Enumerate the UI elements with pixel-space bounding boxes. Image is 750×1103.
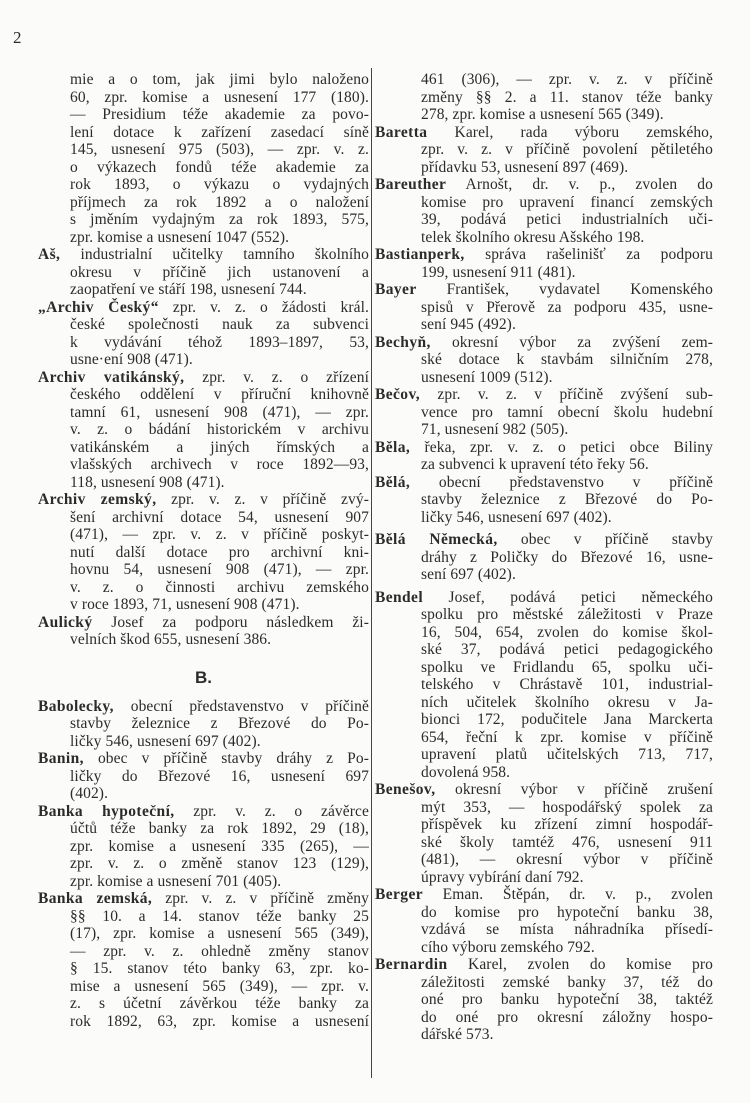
entry-text: velních škod 655, usnesení 386. — [70, 631, 272, 648]
entry-text: v. z. o činnosti archivu zemského — [70, 578, 369, 596]
entry-text: zpr. komise a usnesení 1047 (552). — [70, 228, 290, 246]
entry-text: obecní představenstvo v příčině — [130, 697, 369, 715]
entry-text: ličky do Březové 16, usnesení 697 — [70, 767, 369, 785]
entry-line — [38, 404, 369, 422]
entry-headword: Běla, — [375, 438, 411, 456]
entry-line — [38, 960, 369, 978]
entry-line — [375, 71, 713, 89]
index-entry-bastianperk — [375, 246, 713, 281]
entry-line — [38, 334, 369, 352]
entry-line — [38, 246, 369, 264]
entry-line — [38, 614, 369, 632]
entry-text: rok 1893, o výkazu o vydajných — [70, 176, 369, 193]
entry-text: 654, řeční k zpr. komise v příčině — [421, 728, 713, 746]
entry-text: dráhy z Poličky do Březové 16, usne- — [421, 548, 713, 566]
entry-line — [375, 281, 713, 299]
entry-line — [38, 229, 369, 247]
entry-line — [38, 509, 369, 527]
index-entry-bela-nemecka — [375, 531, 713, 584]
entry-line — [38, 176, 369, 194]
entry-headword: Baretta — [375, 123, 428, 141]
entry-line — [375, 991, 713, 1009]
entry-text: oné pro banku hypoteční 38, taktéž — [421, 991, 713, 1008]
entry-line — [375, 694, 713, 712]
entry-line — [375, 711, 713, 729]
entry-text: do komise pro hypoteční banku 38, — [421, 903, 713, 921]
entry-headword: „Archiv Český“ — [38, 298, 159, 316]
entry-line — [38, 873, 369, 891]
entry-headword: Bastianperk, — [375, 246, 465, 263]
entry-line — [38, 351, 369, 369]
entry-line — [375, 456, 713, 474]
page-number: 2 — [13, 28, 22, 47]
entry-line — [38, 561, 369, 579]
entry-line — [38, 194, 369, 212]
entry-line — [38, 925, 369, 943]
index-entry-banka-zemska — [38, 890, 369, 1030]
entry-headword: Banin, — [38, 750, 84, 767]
entry-text: hovnu 54, usnesení 908 (471), — zpr. — [70, 561, 369, 578]
entry-line — [38, 141, 369, 159]
entry-line — [38, 526, 369, 544]
entry-text: zpr. v. z. o závěrce — [193, 802, 369, 820]
index-entry-archiv-zemsky — [38, 491, 369, 614]
entry-line — [375, 316, 713, 334]
entry-line — [375, 921, 713, 939]
entry-line — [375, 624, 713, 642]
entry-line — [375, 404, 713, 422]
entry-text: (17), zpr. komise a usnesení 565 (349), — [70, 925, 369, 942]
entry-line — [375, 834, 713, 852]
index-entry-bela — [375, 439, 713, 474]
entry-text: spolku pro městské záležitosti v Praze — [421, 606, 713, 623]
entry-text: usne·ení 908 (471). — [70, 351, 193, 368]
entry-text: zpr. v. z. o změně stanov 123 (129), — [70, 855, 369, 872]
entry-line — [38, 943, 369, 961]
entry-text: stavby železnice z Březové do Po- — [421, 491, 713, 508]
entry-line — [375, 439, 713, 457]
entry-text: ních učitelek školního okresu v Ja- — [421, 693, 713, 711]
entry-text: obecní představenstvo v příčině — [438, 473, 713, 491]
entry-text: vence pro tamní obecní školu hudební — [421, 403, 713, 421]
entry-text: § 15. stanov této banky 63, zpr. ko- — [70, 960, 369, 977]
entry-text: v roce 1893, 71, usnesení 908 (471). — [70, 596, 300, 613]
index-entry-bayer — [375, 281, 713, 334]
index-entry-bernardin — [375, 956, 713, 1044]
entry-text: lení dotace k zařízení zasedací síně — [70, 123, 369, 141]
entry-line — [375, 421, 713, 439]
entry-text: z. s účetní závěrkou téže banky za — [70, 995, 369, 1012]
entry-headword: Bareuther — [375, 176, 447, 193]
index-entry-bareuther — [375, 176, 713, 246]
entry-line — [38, 698, 369, 716]
entry-text: Arnošt, dr. v. p., zvolen do — [465, 176, 714, 193]
entry-line — [375, 1026, 713, 1044]
entry-text: řeka, zpr. v. z. o petici obce Biliny — [424, 438, 714, 456]
column-divider — [371, 68, 372, 1078]
entry-line — [38, 106, 369, 124]
entry-line — [38, 159, 369, 177]
entry-headword: Bernardin — [375, 956, 448, 973]
entry-headword: Bayer — [375, 281, 417, 298]
entry-line — [38, 71, 369, 89]
entry-line — [38, 421, 369, 439]
entry-line — [38, 631, 369, 649]
entry-text: usnesení 1009 (512). — [421, 368, 553, 386]
entry-line — [38, 474, 369, 492]
entry-text: 145, usnesení 975 (503), — zpr. v. z. — [70, 141, 369, 158]
entry-line — [38, 715, 369, 733]
entry-text: okresu v příčině jich ustanovení a — [70, 263, 369, 281]
entry-text: upravení platů učitelských 713, 717, — [421, 746, 713, 763]
entry-text: dářské 573. — [421, 1026, 494, 1043]
entry-line — [375, 764, 713, 782]
entry-text: změny §§ 2. a 11. stanov téže banky — [421, 88, 713, 106]
entry-text: komise pro upravení financí zemských — [421, 193, 713, 211]
entry-text: Eman. Štěpán, dr. v. p., zvolen — [442, 886, 713, 903]
left-column — [38, 71, 369, 1030]
entry-text: mie a o tom, jak jimi bylo naloženo — [70, 71, 369, 88]
entry-line — [375, 799, 713, 817]
entry-line — [375, 141, 713, 159]
index-entry-archiv-cesky — [38, 299, 369, 369]
index-entry-bendel — [375, 589, 713, 782]
entry-headword: Babolecky, — [38, 697, 114, 715]
entry-text: za subvenci k upravení této řeky 56. — [421, 456, 649, 473]
entry-line — [38, 211, 369, 229]
entry-text: 278, zpr. komise a usnesení 565 (349). — [421, 106, 664, 123]
entry-line — [38, 838, 369, 856]
entry-line — [38, 908, 369, 926]
entry-text: zpr. v. z. v příčině povolení pětiletého — [421, 141, 713, 158]
entry-text: Josef, podává petici německého — [448, 588, 713, 606]
entry-text: vzdává se místa náhradníka přísedí- — [421, 921, 713, 938]
entry-headword: Bělá, — [375, 473, 411, 491]
entry-text: — Presidium téže akademie za povo- — [70, 106, 369, 123]
entry-text: zpr. v. z. o zřízení — [202, 368, 369, 386]
entry-line — [38, 299, 369, 317]
entry-line — [375, 124, 713, 142]
index-entry-continued — [375, 71, 713, 124]
entry-text: (481), — okresní výbor v příčině — [421, 851, 713, 868]
entry-text: úpravy vybírání daní 792. — [421, 868, 584, 886]
entry-line — [375, 531, 713, 549]
entry-text: českého oddělení v příruční knihovně — [70, 386, 369, 403]
entry-text: ské školy tamtéž 476, usnesení 911 — [421, 833, 713, 851]
entry-line — [38, 491, 369, 509]
index-entry-banka-hypotecni — [38, 803, 369, 891]
entry-line — [375, 974, 713, 992]
entry-text: tamní 61, usnesení 908 (471), — zpr. — [70, 403, 369, 421]
entry-text: František, vydavatel Komenského — [446, 281, 713, 298]
entry-text: spisů v Přerově za podporu 435, usne- — [421, 298, 713, 316]
entry-line — [38, 890, 369, 908]
entry-text: zpr. v. z. v příčině zvýšení sub- — [437, 386, 713, 403]
entry-text: záležitosti zemské banky 37, též do — [421, 973, 713, 991]
entry-headword: Benešov, — [375, 781, 436, 798]
entry-line — [375, 299, 713, 317]
entry-text: industrialní učitelky tamního školního — [80, 246, 369, 263]
entry-text: — zpr. v. z. ohledně změny stanov — [70, 942, 369, 960]
entry-line — [38, 750, 369, 768]
entry-line — [375, 509, 713, 527]
entry-text: telského v Chrástavě 101, industrial- — [421, 676, 713, 693]
entry-line — [375, 369, 713, 387]
entry-line — [38, 820, 369, 838]
entry-text: 39, podává petici industrialních uči- — [421, 211, 713, 228]
entry-line — [38, 544, 369, 562]
entry-text: Karel, rada výboru zemského, — [454, 123, 713, 141]
entry-headword: Bendel — [375, 588, 424, 606]
entry-text: Josef za podporu následkem ži- — [111, 613, 369, 631]
entry-text: Karel, zvolen do komise pro — [468, 956, 713, 973]
entry-text: přídavku 53, usnesení 897 (469). — [421, 158, 629, 176]
entry-headword: Aulický — [38, 613, 93, 631]
entry-headword: Berger — [375, 886, 424, 903]
index-entry-archiv-vatikansky — [38, 369, 369, 492]
entry-headword: Aš, — [38, 246, 61, 263]
entry-line — [38, 439, 369, 457]
entry-line — [375, 904, 713, 922]
entry-line — [375, 956, 713, 974]
entry-text: rok 1892, 63, zpr. komise a usnesení — [70, 1012, 369, 1030]
entry-text: vatikánském a jiných římských a — [70, 438, 369, 456]
entry-text: cího výboru zemského 792. — [421, 938, 595, 956]
entry-text: stavby železnice z Březové do Po- — [70, 715, 369, 732]
entry-line — [375, 659, 713, 677]
entry-line — [38, 768, 369, 786]
entry-line — [375, 869, 713, 887]
entry-line — [38, 89, 369, 107]
entry-text: zpr. v. z. v příčině změny — [165, 890, 369, 907]
entry-line — [375, 264, 713, 282]
entry-text: (402). — [70, 785, 109, 802]
entry-text: (471), — zpr. v. z. v příčině poskyt- — [70, 526, 369, 543]
entry-text: §§ 10. a 14. stanov téže banky 25 — [70, 907, 369, 925]
entry-text: šení archivní dotace 54, usnesení 907 — [70, 508, 369, 526]
entry-line — [375, 939, 713, 957]
entry-text: 461 (306), — zpr. v. z. v příčině — [421, 71, 713, 88]
entry-text: české společnosti nauk za subvenci — [70, 316, 369, 333]
entry-line — [375, 106, 713, 124]
entry-line — [38, 456, 369, 474]
section-heading: B. — [195, 667, 212, 687]
entry-text: ské 37, podává petici pedagogického — [421, 641, 713, 658]
entry-text: vlašských archivech v roce 1892—93, — [70, 456, 369, 473]
entry-text: zpr. komise a usnesení 335 (265), — — [70, 837, 369, 855]
index-entry-continued — [38, 71, 369, 246]
entry-text: bionci 172, podučitele Jana Marckerta — [421, 711, 713, 728]
index-entry-babolecky — [38, 698, 369, 751]
entry-line — [38, 281, 369, 299]
index-entry-bechyn — [375, 334, 713, 387]
entry-line — [375, 211, 713, 229]
entry-line — [375, 246, 713, 264]
entry-line — [38, 124, 369, 142]
entry-text: o výkazech fondů téže akademie za — [70, 158, 369, 176]
entry-headword: Banka zemská, — [38, 890, 153, 907]
entry-line — [375, 566, 713, 584]
index-entry-baretta — [375, 124, 713, 177]
entry-text: ličky 546, usnesení 697 (402). — [70, 732, 261, 750]
entry-headword: Bělá Německá, — [375, 531, 498, 548]
entry-text: sení 697 (402). — [421, 566, 516, 583]
entry-line — [375, 676, 713, 694]
entry-line — [375, 89, 713, 107]
entry-line — [375, 851, 713, 869]
entry-headword: Archiv vatikánský, — [38, 368, 185, 386]
entry-text: 16, 504, 654, zvolen do komise škol- — [421, 623, 713, 641]
right-column — [375, 71, 713, 1044]
entry-line — [375, 729, 713, 747]
entry-line — [375, 816, 713, 834]
entry-headword: Bečov, — [375, 386, 421, 403]
entry-line — [38, 803, 369, 821]
entry-text: účtů téže banky za rok 1892, 29 (18), — [70, 820, 369, 837]
entry-line — [375, 886, 713, 904]
entry-headword: Banka hypoteční, — [38, 802, 175, 820]
entry-line — [375, 1009, 713, 1027]
entry-line — [375, 781, 713, 799]
entry-text: okresní výbor za zvýšení zem- — [451, 333, 713, 351]
entry-line — [375, 491, 713, 509]
index-entry-as — [38, 246, 369, 299]
entry-text: zpr. v. z. v příčině zvý- — [171, 491, 369, 508]
entry-line — [38, 978, 369, 996]
index-entry-bela — [375, 474, 713, 527]
entry-text: mýt 353, — hospodářský spolek za — [421, 798, 713, 816]
entry-line — [375, 386, 713, 404]
entry-line — [375, 606, 713, 624]
entry-headword: Bechyň, — [375, 333, 431, 351]
entry-line — [38, 1013, 369, 1031]
entry-line — [375, 334, 713, 352]
index-entry-berger — [375, 886, 713, 956]
entry-line — [375, 176, 713, 194]
entry-text: dovolená 958. — [421, 763, 511, 781]
entry-line — [38, 579, 369, 597]
entry-text: zaopatření ve stáří 198, usnesení 744. — [70, 281, 307, 298]
entry-text: okresní výbor v příčině zrušení — [454, 781, 713, 798]
entry-line — [38, 596, 369, 614]
entry-text: ličky 546, usnesení 697 (402). — [421, 508, 612, 526]
entry-text: zpr. komise a usnesení 701 (405). — [70, 872, 282, 890]
entry-text: do oné pro okresní záložny hospo- — [421, 1008, 713, 1026]
entry-line — [38, 855, 369, 873]
entry-line — [375, 159, 713, 177]
entry-line — [38, 785, 369, 803]
entry-line — [375, 589, 713, 607]
entry-line — [38, 316, 369, 334]
entry-text: příjmech za rok 1892 a o naložení — [70, 193, 369, 211]
index-entry-banin — [38, 750, 369, 803]
entry-text: ské dotace k stavbám silničním 278, — [421, 351, 713, 368]
entry-text: zpr. v. z. o žádosti král. — [172, 298, 369, 316]
entry-text: 118, usnesení 908 (471). — [70, 473, 225, 491]
entry-line — [38, 386, 369, 404]
entry-text: obec v příčině stavby dráhy z Po- — [97, 750, 369, 767]
entry-text: spolku ve Fridlandu 65, spolku uči- — [421, 658, 713, 676]
entry-text: sení 945 (492). — [421, 316, 516, 333]
entry-line — [38, 733, 369, 751]
index-entry-becov — [375, 386, 713, 439]
index-entry-aulicky — [38, 614, 369, 649]
entry-text: k vydávání téhož 1893–1897, 53, — [70, 333, 369, 351]
entry-text: 71, usnesení 982 (505). — [421, 421, 569, 438]
entry-line — [375, 474, 713, 492]
index-entry-benesov — [375, 781, 713, 886]
entry-line — [375, 746, 713, 764]
entry-text: obec v příčině stavby — [520, 531, 713, 548]
entry-line — [38, 264, 369, 282]
entry-text: telek školního okresu Ašského 198. — [421, 228, 645, 246]
entry-text: v. z. o bádání historickém v archivu — [70, 421, 369, 438]
entry-line — [375, 641, 713, 659]
entry-text: nutí další dotace pro archivní kni- — [70, 543, 369, 561]
entry-line — [38, 369, 369, 387]
entry-line — [375, 549, 713, 567]
entry-line — [38, 995, 369, 1013]
entry-line — [375, 194, 713, 212]
entry-text: správa rašelinišť za podporu — [485, 246, 714, 263]
entry-line — [375, 229, 713, 247]
entry-text: s jměním vydajným za rok 1893, 575, — [70, 211, 369, 228]
entry-text: mise a usnesení 565 (349), — zpr. v. — [70, 977, 369, 995]
entry-line — [375, 351, 713, 369]
entry-headword: Archiv zemský, — [38, 491, 157, 508]
entry-text: příspěvek ku zřízení zimní hospodář- — [421, 816, 713, 833]
entry-text: 60, zpr. komise a usnesení 177 (180). — [70, 88, 369, 106]
entry-text: 199, usnesení 911 (481). — [421, 263, 576, 281]
